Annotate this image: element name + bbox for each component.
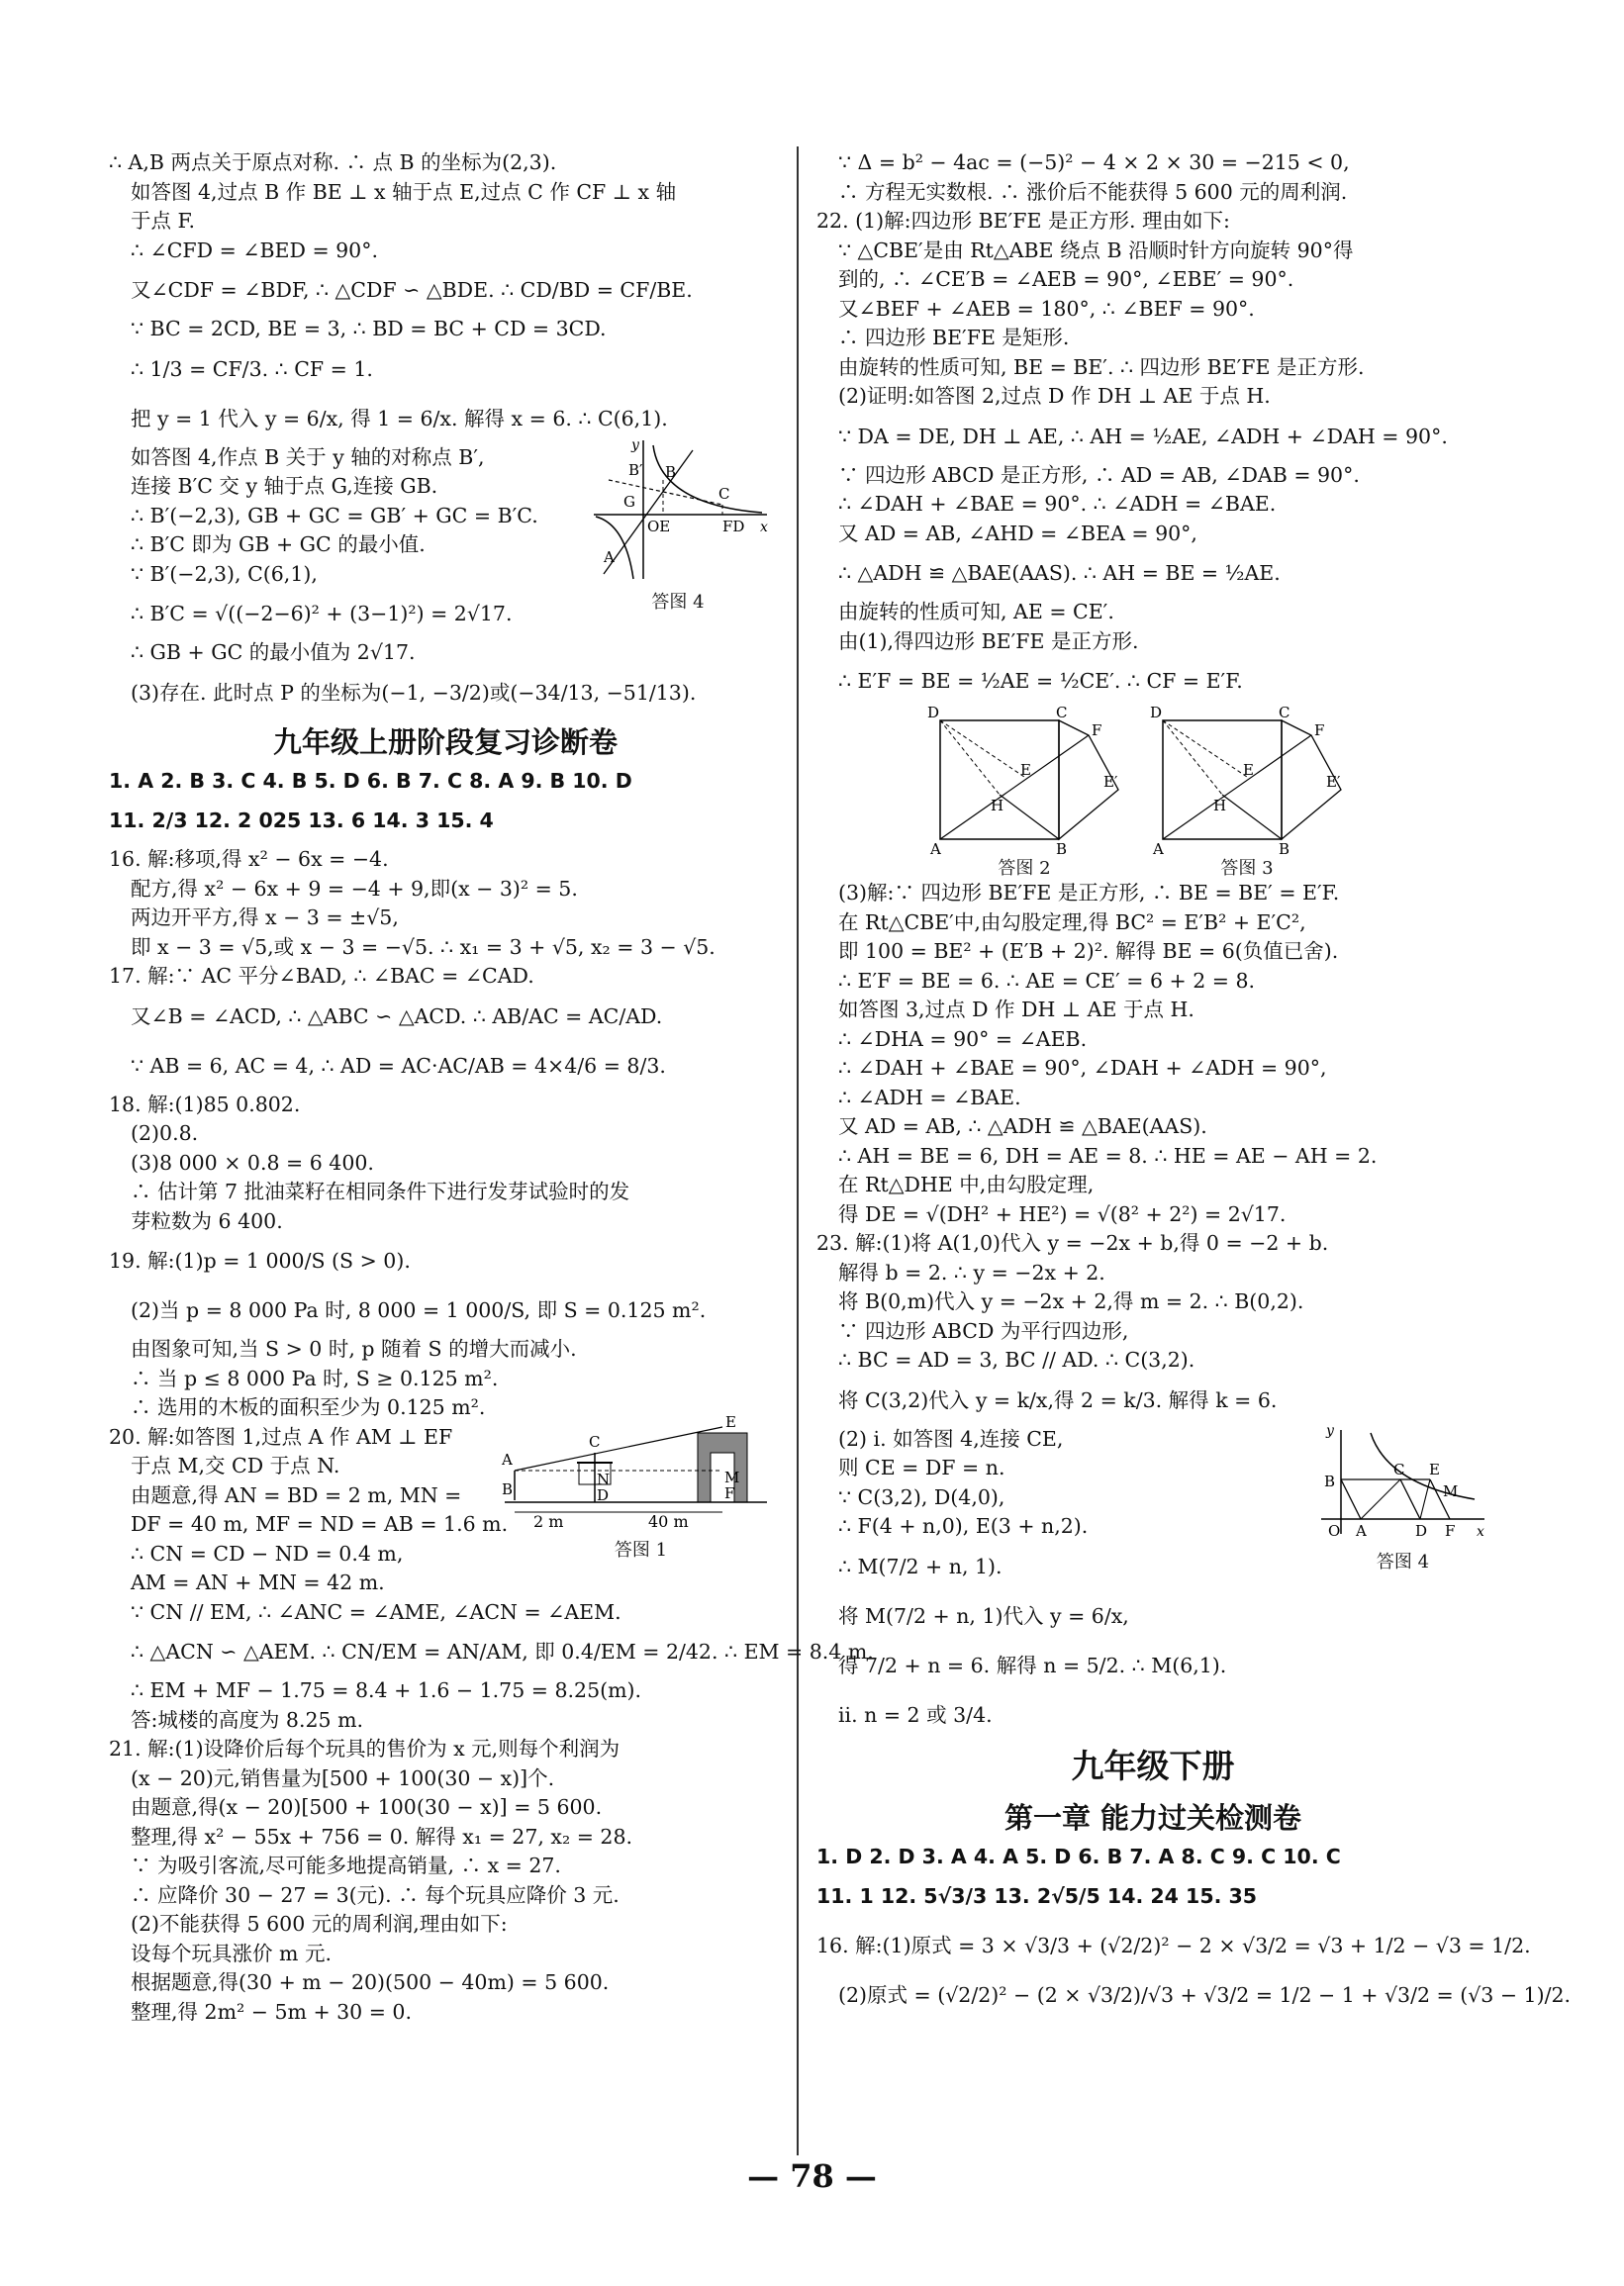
text-line: ∵ 为吸引客流,尽可能多地提高销量, ∴ x = 27. bbox=[131, 1854, 561, 1877]
text-line: 根据题意,得(30 + m − 20)(500 − 40m) = 5 600. bbox=[131, 1970, 610, 1994]
figure-caption: 答图 1 bbox=[614, 1539, 668, 1561]
text-line: 配方,得 x² − 6x + 9 = −4 + 9,即(x − 3)² = 5. bbox=[131, 876, 578, 901]
city-tower-diagram bbox=[500, 1413, 782, 1532]
text-line: ∴ CN = CD − ND = 0.4 m, bbox=[131, 1541, 404, 1566]
svg-text:M: M bbox=[1443, 1481, 1459, 1500]
figure-caption: 答图 4 bbox=[1376, 1551, 1430, 1572]
section-title: 九年级上册阶段复习诊断卷 bbox=[272, 724, 618, 759]
fig1-block bbox=[109, 1412, 782, 1598]
text-line: 由图象可知,当 S > 0 时, p 随着 S 的增大而减小. bbox=[131, 1337, 577, 1361]
svg-text:F: F bbox=[1092, 721, 1102, 739]
svg-text:G: G bbox=[623, 492, 635, 511]
svg-text:D: D bbox=[1415, 1521, 1428, 1540]
text-line: 由旋转的性质可知, BE = BE′. ∴ 四边形 BE′FE 是正方形. bbox=[838, 354, 1365, 379]
text-line: 如答图 4,过点 B 作 BE ⊥ x 轴于点 E,过点 C 作 CF ⊥ x 轴 bbox=[131, 179, 677, 204]
text-line: 又∠BEF + ∠AEB = 180°, ∴ ∠BEF = 90°. bbox=[838, 296, 1255, 321]
figure-caption: 答图 4 bbox=[651, 591, 705, 613]
text-line: ∴ ∠DAH + ∠BAE = 90°, ∠DAH + ∠ADH = 90°, bbox=[838, 1056, 1327, 1080]
text-line: (2)0.8. bbox=[131, 1121, 199, 1145]
text-line: (2)当 p = 8 000 Pa 时, 8 000 = 1 000/S, 即 S = 0.125 m². bbox=[131, 1298, 707, 1322]
left-column bbox=[109, 148, 874, 2027]
text-line: ∴ 方程无实数根. ∴ 涨价后不能获得 5 600 元的周利润. bbox=[838, 179, 1348, 204]
figure-4-right bbox=[1316, 1425, 1489, 1573]
text-line: (3)8 000 × 0.8 = 6 400. bbox=[131, 1150, 374, 1175]
svg-text:x: x bbox=[760, 519, 768, 535]
svg-text:N: N bbox=[597, 1470, 611, 1488]
text-line: 解得 b = 2. ∴ y = −2x + 2. bbox=[838, 1260, 1105, 1285]
figures-2-3 bbox=[816, 706, 1489, 879]
text-line: ∵ 四边形 ABCD 是正方形, ∴ AD = AB, ∠DAB = 90°. bbox=[838, 462, 1360, 487]
text-line: 由题意,得(x − 20)[500 + 100(30 − x)] = 5 600. bbox=[131, 1795, 603, 1819]
text-line: 由旋转的性质可知, AE = CE′. bbox=[838, 600, 1114, 623]
text-line: ∴ 估计第 7 批油菜籽在相同条件下进行发芽试验时的发 bbox=[131, 1180, 630, 1203]
text-line: 把 y = 1 代入 y = 6/x, 得 1 = 6/x. 解得 x = 6. ∴ C(6,1). bbox=[131, 406, 668, 430]
text-line: ∴ B′C = √((−2−6)² + (3−1)²) = 2√17. bbox=[131, 602, 513, 625]
svg-text:y: y bbox=[631, 436, 639, 453]
right-column bbox=[816, 148, 1572, 2020]
mc-answers: 1. D 2. D 3. A 4. A 5. D 6. B 7. A 8. C 9. C 10. C bbox=[816, 1844, 1341, 1868]
text-line: ∵ △CBE′是由 Rt△ABE 绕点 B 沿顺时针方向旋转 90°得 bbox=[838, 238, 1354, 262]
text-line: 如答图 3,过点 D 作 DH ⊥ AE 于点 H. bbox=[838, 998, 1194, 1021]
text-line: (2) i. 如答图 4,连接 CE, bbox=[838, 1426, 1064, 1451]
figure-3 bbox=[1148, 706, 1346, 880]
svg-text:B: B bbox=[1056, 840, 1068, 854]
text-line: 在 Rt△DHE 中,由勾股定理, bbox=[838, 1173, 1095, 1196]
text-line: ∴ 1/3 = CF/3. ∴ CF = 1. bbox=[131, 356, 373, 381]
svg-text:D: D bbox=[927, 706, 940, 721]
text-line: 17. 解:∵ AC 平分∠BAD, ∴ ∠BAC = ∠CAD. bbox=[109, 964, 534, 988]
text-line: 于点 F. bbox=[131, 209, 196, 233]
svg-text:E: E bbox=[1243, 761, 1254, 779]
svg-text:B: B bbox=[1324, 1472, 1336, 1490]
square-diagram-2 bbox=[925, 706, 1123, 854]
text-line: ∵ BC = 2CD, BE = 3, ∴ BD = BC + CD = 3CD. bbox=[131, 317, 607, 340]
text-line: DF = 40 m, MF = ND = AB = 1.6 m. bbox=[131, 1512, 509, 1536]
svg-text:C: C bbox=[718, 484, 730, 503]
text-line: ∴ GB + GC 的最小值为 2√17. bbox=[131, 640, 416, 664]
svg-text:F: F bbox=[724, 1483, 735, 1502]
text-line: (2)原式 = (√2/2)² − (2 × √3/2)/√3 + √3/2 = 1/2 − 1 + √3/2 = (√3 − 1)/2. bbox=[838, 1983, 1572, 2007]
figure-caption: 答图 3 bbox=[1220, 858, 1274, 879]
text-line: ∵ AB = 6, AC = 4, ∴ AD = AC·AC/AB = 4×4/6 = 8/3. bbox=[131, 1053, 666, 1078]
text-line: 将 B(0,m)代入 y = −2x + 2,得 m = 2. ∴ B(0,2). bbox=[838, 1289, 1304, 1313]
text-line: (x − 20)元,销售量为[500 + 100(30 − x)]个. bbox=[131, 1765, 555, 1790]
svg-text:E: E bbox=[725, 1412, 736, 1431]
text-line: AM = AN + MN = 42 m. bbox=[131, 1571, 385, 1594]
text-line: ∴ ∠DAH + ∠BAE = 90°. ∴ ∠ADH = ∠BAE. bbox=[838, 492, 1277, 516]
parallelogram-hyperbola-diagram bbox=[1316, 1425, 1489, 1544]
text-line: 22. (1)解:四边形 BE′FE 是正方形. 理由如下: bbox=[816, 209, 1230, 233]
text-line: ∴ 当 p ≤ 8 000 Pa 时, S ≥ 0.125 m². bbox=[131, 1366, 499, 1390]
text-line: ∴ A,B 两点关于原点对称. ∴ 点 B 的坐标为(2,3). bbox=[109, 150, 557, 174]
svg-text:D: D bbox=[597, 1485, 610, 1504]
svg-text:x: x bbox=[1477, 1523, 1484, 1540]
svg-text:OE: OE bbox=[647, 517, 671, 535]
page-number-text: — 78 — bbox=[747, 2157, 877, 2195]
text-line: ii. n = 2 或 3/4. bbox=[838, 1702, 993, 1727]
fig4r-block bbox=[816, 1425, 1489, 1591]
text-line: 在 Rt△CBE′中,由勾股定理,得 BC² = E′B² + E′C², bbox=[838, 909, 1306, 934]
text-line: ∵ B′(−2,3), C(6,1), bbox=[131, 561, 318, 586]
svg-text:C: C bbox=[1279, 706, 1290, 721]
text-line: ∴ AH = BE = 6, DH = AE = 8. ∴ HE = AE − AH = 2. bbox=[838, 1143, 1378, 1168]
svg-text:O: O bbox=[1328, 1521, 1341, 1540]
text-line: ∴ ∠DHA = 90° = ∠AEB. bbox=[838, 1026, 1088, 1051]
svg-text:A: A bbox=[604, 547, 615, 566]
text-line: ∴ F(4 + n,0), E(3 + n,2). bbox=[838, 1514, 1089, 1538]
text-line: 整理,得 2m² − 5m + 30 = 0. bbox=[131, 1999, 412, 2024]
text-line: (3)解:∵ 四边形 BE′FE 是正方形, ∴ BE = BE′ = E′F. bbox=[838, 881, 1340, 905]
text-line: 则 CE = DF = n. bbox=[838, 1456, 1005, 1479]
svg-text:C: C bbox=[1393, 1460, 1405, 1478]
fill-answers: 11. 2/3 12. 2 025 13. 6 14. 3 15. 4 bbox=[109, 809, 494, 832]
text-line: ∴ M(7/2 + n, 1). bbox=[838, 1554, 1003, 1578]
figure-4-left bbox=[584, 435, 772, 614]
text-line: 于点 M,交 CD 于点 N. bbox=[131, 1454, 340, 1477]
text-line: ∴ EM + MF − 1.75 = 8.4 + 1.6 − 1.75 = 8.25(m). bbox=[131, 1678, 642, 1702]
svg-text:B′: B′ bbox=[628, 460, 643, 479]
text-line: 又 AD = AB, ∠AHD = ∠BEA = 90°, bbox=[838, 521, 1197, 545]
text-line: 由题意,得 AN = BD = 2 m, MN = bbox=[131, 1482, 462, 1507]
fig4-block bbox=[109, 436, 782, 668]
svg-text:A: A bbox=[502, 1450, 513, 1469]
text-line: (2)不能获得 5 600 元的周利润,理由如下: bbox=[131, 1912, 508, 1936]
square-diagram-3 bbox=[1148, 706, 1346, 854]
text-line: 又 AD = AB, ∴ △ADH ≌ △BAE(AAS). bbox=[838, 1114, 1207, 1138]
svg-text:F: F bbox=[1445, 1521, 1456, 1540]
text-line: 到的, ∴ ∠CE′B = ∠AEB = 90°, ∠EBE′ = 90°. bbox=[838, 267, 1294, 291]
text-line: ∴ E′F = BE = ½AE = ½CE′. ∴ CF = E′F. bbox=[838, 669, 1243, 693]
svg-text:A: A bbox=[930, 840, 941, 854]
text-line: ∵ C(3,2), D(4,0), bbox=[838, 1484, 1005, 1509]
text-line: ∴ BC = AD = 3, BC // AD. ∴ C(3,2). bbox=[838, 1348, 1195, 1372]
text-line: 20. 解:如答图 1,过点 A 作 AM ⊥ EF bbox=[109, 1424, 453, 1449]
svg-text:FD: FD bbox=[722, 517, 745, 535]
text-line: 即 100 = BE² + (E′B + 2)². 解得 BE = 6(负值已舍). bbox=[838, 939, 1339, 963]
text-line: ∵ Δ = b² − 4ac = (−5)² − 4 × 2 × 30 = −215 < 0, bbox=[838, 150, 1350, 174]
text-line: ∴ △ACN ∽ △AEM. ∴ CN/EM = AN/AM, 即 0.4/EM = 2/42. ∴ EM = 8.4 m. bbox=[131, 1640, 874, 1664]
svg-text:C: C bbox=[1056, 706, 1068, 721]
text-line: 连接 B′C 交 y 轴于点 G,连接 GB. bbox=[131, 474, 438, 498]
text-line: 19. 解:(1)p = 1 000/S (S > 0). bbox=[109, 1249, 411, 1273]
figure-caption: 答图 2 bbox=[998, 858, 1051, 879]
text-line: 整理,得 x² − 55x + 756 = 0. 解得 x₁ = 27, x₂ = 28. bbox=[131, 1824, 633, 1849]
text-line: 将 C(3,2)代入 y = k/x,得 2 = k/3. 解得 k = 6. bbox=[838, 1387, 1278, 1412]
svg-text:E′: E′ bbox=[1103, 773, 1118, 791]
mc-answers: 1. A 2. B 3. C 4. B 5. D 6. B 7. C 8. A 9. B 10. D bbox=[109, 768, 632, 793]
svg-text:E′: E′ bbox=[1326, 773, 1341, 791]
text-line: 又∠CDF = ∠BDF, ∴ △CDF ∽ △BDE. ∴ CD/BD = CF/BE. bbox=[131, 278, 693, 302]
text-line: 即 x − 3 = √5,或 x − 3 = −√5. ∴ x₁ = 3 + √5, x₂ = 3 − √5. bbox=[131, 934, 716, 959]
svg-text:H: H bbox=[1213, 797, 1227, 814]
svg-text:y: y bbox=[1326, 1424, 1334, 1439]
text-line: ∴ B′C 即为 GB + GC 的最小值. bbox=[131, 532, 426, 556]
text-line: ∵ DA = DE, DH ⊥ AE, ∴ AH = ½AE, ∠ADH + ∠DAH = 90°. bbox=[838, 424, 1448, 448]
column-divider bbox=[797, 146, 799, 2155]
text-line: 16. 解:移项,得 x² − 6x = −4. bbox=[109, 847, 389, 871]
text-line: ∴ 选用的木板的面积至少为 0.125 m². bbox=[131, 1395, 486, 1419]
svg-text:B: B bbox=[665, 462, 677, 481]
figure-1 bbox=[500, 1413, 782, 1562]
text-line: ∴ 应降价 30 − 27 = 3(元). ∴ 每个玩具应降价 3 元. bbox=[131, 1882, 620, 1907]
svg-text:A: A bbox=[1153, 840, 1164, 854]
text-line: ∵ 四边形 ABCD 为平行四边形, bbox=[838, 1318, 1129, 1343]
svg-text:A: A bbox=[1356, 1521, 1367, 1540]
text-line: 23. 解:(1)将 A(1,0)代入 y = −2x + b,得 0 = −2 + b. bbox=[816, 1231, 1329, 1255]
text-line: 由(1),得四边形 BE′FE 是正方形. bbox=[838, 628, 1139, 653]
text-line: ∴ △ADH ≌ △BAE(AAS). ∴ AH = BE = ½AE. bbox=[838, 561, 1281, 585]
text-line: 18. 解:(1)85 0.802. bbox=[109, 1092, 301, 1116]
text-line: ∵ CN // EM, ∴ ∠ANC = ∠AME, ∠ACN = ∠AEM. bbox=[131, 1599, 621, 1624]
text-line: 答:城楼的高度为 8.25 m. bbox=[131, 1707, 364, 1732]
svg-text:E: E bbox=[1429, 1460, 1440, 1478]
text-line: ∴ ∠ADH = ∠BAE. bbox=[838, 1085, 1021, 1109]
svg-text:E: E bbox=[1020, 761, 1031, 779]
text-line: 如答图 4,作点 B 关于 y 轴的对称点 B′, bbox=[131, 444, 485, 469]
text-line: ∴ ∠CFD = ∠BED = 90°. bbox=[131, 238, 378, 262]
dim-label: 2 m bbox=[533, 1511, 564, 1531]
fill-answers: 11. 1 12. 5√3/3 13. 2√5/5 14. 24 15. 35 bbox=[816, 1884, 1258, 1908]
text-line: ∴ E′F = BE = 6. ∴ AE = CE′ = 6 + 2 = 8. bbox=[838, 968, 1256, 993]
text-line: (2)证明:如答图 2,过点 D 作 DH ⊥ AE 于点 H. bbox=[838, 384, 1271, 408]
section-title-big: 九年级下册 bbox=[1071, 1746, 1235, 1785]
text-line: 芽粒数为 6 400. bbox=[131, 1208, 283, 1233]
dim-label: 40 m bbox=[648, 1511, 689, 1531]
svg-text:H: H bbox=[991, 797, 1004, 814]
section-title: 第一章 能力过关检测卷 bbox=[1003, 1800, 1302, 1835]
text-line: 21. 解:(1)设降价后每个玩具的售价为 x 元,则每个利润为 bbox=[109, 1737, 621, 1761]
svg-text:B: B bbox=[1279, 840, 1290, 854]
hyperbola-diagram bbox=[584, 435, 772, 584]
text-line: 得 DE = √(DH² + HE²) = √(8² + 2²) = 2√17. bbox=[838, 1201, 1287, 1226]
text-line: 设每个玩具涨价 m 元. bbox=[131, 1941, 332, 1965]
svg-text:D: D bbox=[1150, 706, 1163, 721]
text-line: 将 M(7/2 + n, 1)代入 y = 6/x, bbox=[838, 1603, 1129, 1628]
svg-text:B: B bbox=[502, 1479, 514, 1498]
text-line: 16. 解:(1)原式 = 3 × √3/3 + (√2/2)² − 2 × √3/2 = √3 + 1/2 − √3 = 1/2. bbox=[816, 1934, 1531, 1957]
text-line: 两边开平方,得 x − 3 = ±√5, bbox=[131, 905, 399, 929]
figure-2 bbox=[925, 706, 1123, 880]
text-line: ∴ 四边形 BE′FE 是矩形. bbox=[838, 326, 1070, 349]
text-line: 又∠B = ∠ACD, ∴ △ABC ∽ △ACD. ∴ AB/AC = AC/AD. bbox=[131, 1003, 663, 1028]
page-number bbox=[0, 2157, 1624, 2195]
svg-text:F: F bbox=[1314, 721, 1325, 739]
text-line: 得 7/2 + n = 6. 解得 n = 5/2. ∴ M(6,1). bbox=[838, 1653, 1227, 1677]
text-line: ∴ B′(−2,3), GB + GC = GB′ + GC = B′C. bbox=[131, 503, 538, 527]
svg-text:M: M bbox=[724, 1468, 740, 1486]
svg-text:C: C bbox=[589, 1432, 601, 1451]
text-line: (3)存在. 此时点 P 的坐标为(−1, −3/2)或(−34/13, −51/13). bbox=[131, 680, 697, 705]
